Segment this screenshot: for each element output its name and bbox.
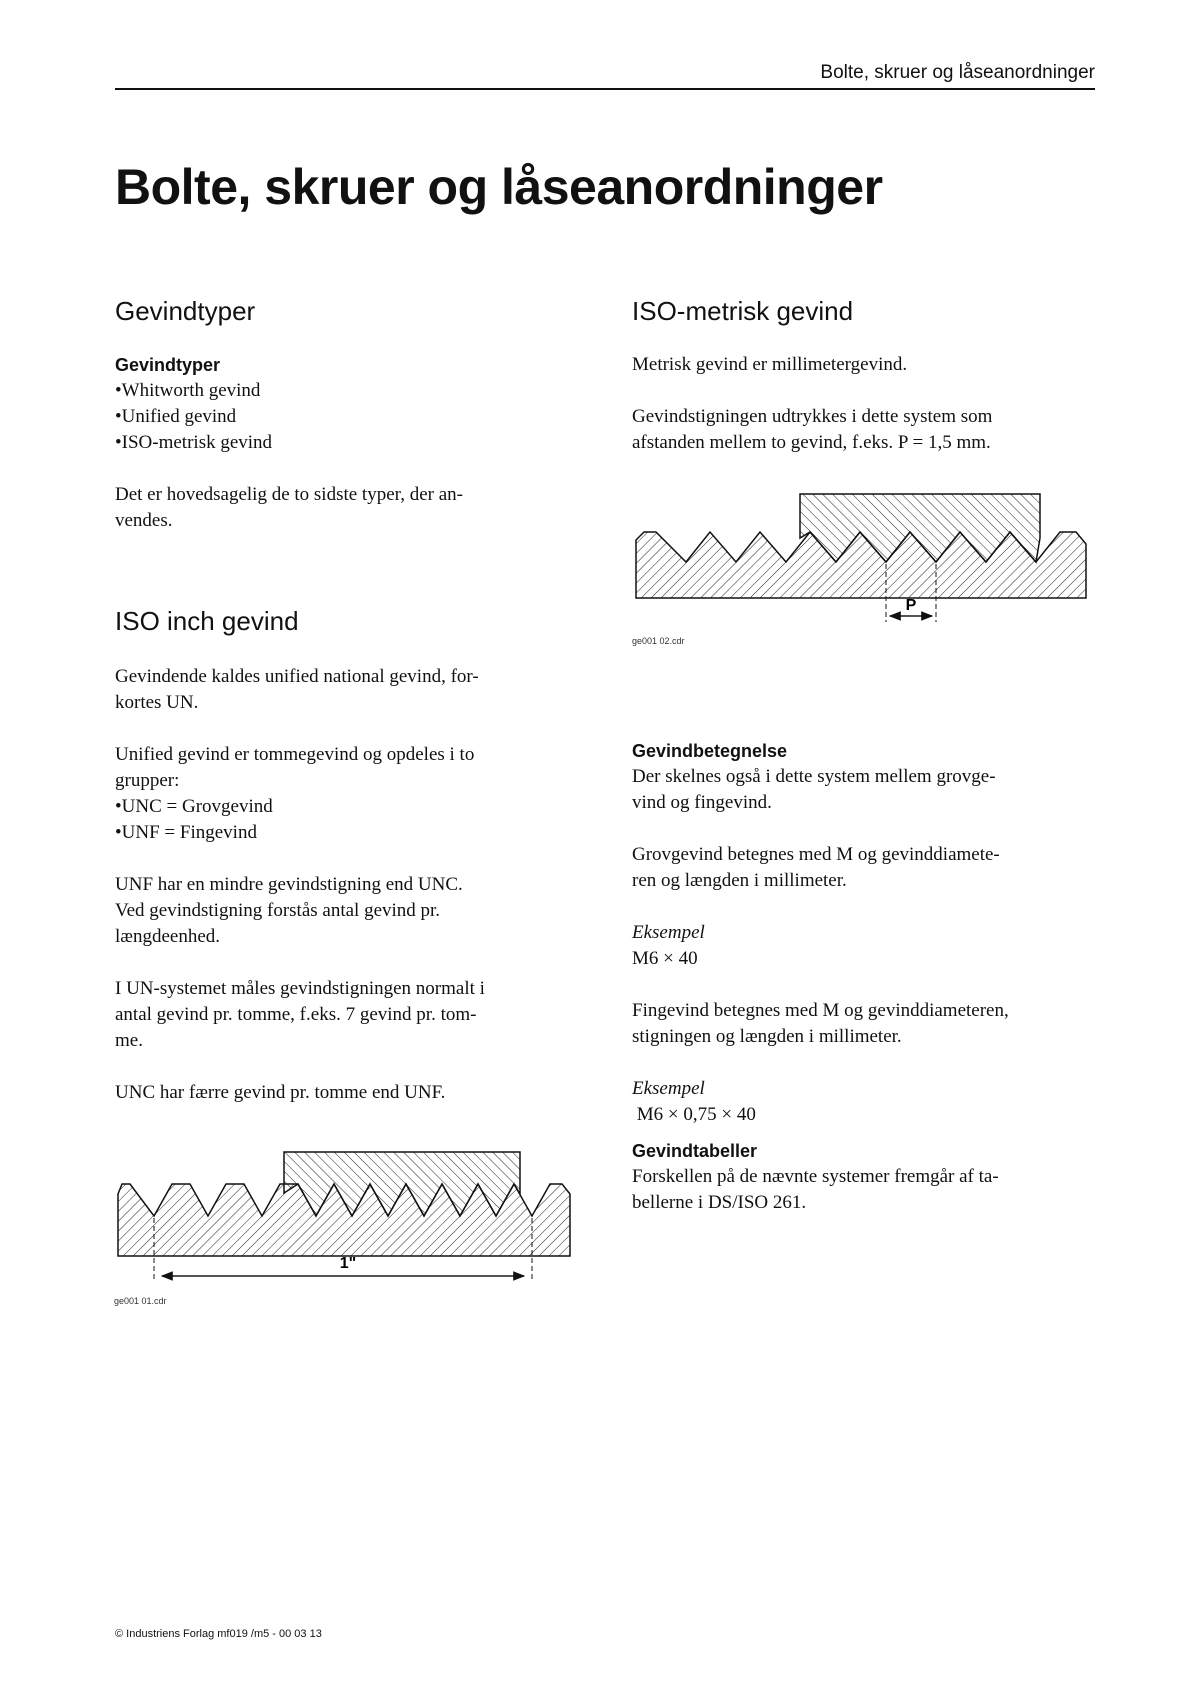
paragraph: UNC har færre gevind pr. tomme end UNF.	[115, 1082, 446, 1103]
subheading-gevindtyper: Gevindtyper	[115, 355, 221, 375]
unified-groups-list	[115, 794, 585, 846]
list-item: • UNF = Fingevind	[115, 820, 585, 846]
section-heading-iso-inch: ISO inch gevind	[115, 606, 299, 636]
thread-types-list	[115, 378, 585, 456]
paragraph: Forskellen på de nævnte systemer fremgår af ta- bellerne i DS/ISO 261.	[632, 1166, 999, 1213]
paragraph: I UN-systemet måles gevindstigningen normalt i antal gevind pr. tomme, f.eks. 7 gevind pr. tom- me.	[115, 978, 485, 1051]
example-value: M6 × 0,75 × 40	[632, 1104, 756, 1125]
subheading-gevindtabeller: Gevindtabeller	[632, 1141, 758, 1161]
metric-thread-figure	[630, 490, 1100, 650]
paragraph: Gevindstigningen udtrykkes i dette system som afstanden mellem to gevind, f.eks. P = 1,5 mm.	[632, 406, 993, 453]
section-heading-iso-metric: ISO-metrisk gevind	[632, 296, 854, 326]
paragraph: Unified gevind er tommegevind og opdeles i to grupper:	[115, 744, 475, 791]
example-value: M6 × 40	[632, 948, 698, 969]
dimension-label: 1"	[339, 1255, 357, 1272]
left-column	[115, 294, 585, 1106]
paragraph: Metrisk gevind er millimetergevind.	[632, 354, 908, 375]
list-item: • UNC = Grovgevind	[115, 794, 585, 820]
example-label: Eksempel	[632, 922, 705, 943]
paragraph: Grovgevind betegnes med M og gevinddiamete- ren og længden i millimeter.	[632, 844, 1000, 891]
paragraph: UNF har en mindre gevindstigning end UNC. Ved gevindstigning forstås antal gevind pr. længdeenhed.	[115, 874, 463, 947]
right-column	[632, 294, 1102, 1216]
bolt-section	[636, 532, 1086, 598]
section-heading-gevindtyper: Gevindtyper	[115, 296, 256, 326]
figure-code: ge001 02.cdr	[632, 636, 685, 646]
list-item: • Unified gevind	[115, 404, 585, 430]
page-title: Bolte, skruer og låseanordninger	[115, 159, 883, 215]
list-item: • Whitworth gevind	[115, 378, 585, 404]
header-rule	[115, 88, 1095, 90]
example-label: Eksempel	[632, 1078, 705, 1099]
paragraph: Fingevind betegnes med M og gevinddiameteren, stigningen og længden i millimeter.	[632, 1000, 1009, 1047]
metric-thread-diagram	[630, 490, 1100, 630]
footer-copyright: © Industriens Forlag mf019 /m5 - 00 03 13	[115, 1628, 322, 1640]
paragraph: Gevindende kaldes unified national gevind, for- kortes UN.	[115, 666, 479, 713]
paragraph: Det er hovedsagelig de to sidste typer, der an- vendes.	[115, 484, 463, 531]
list-item: • ISO-metrisk gevind	[115, 430, 585, 456]
inch-thread-diagram	[112, 1148, 582, 1316]
paragraph: Der skelnes også i dette system mellem grovge- vind og fingevind.	[632, 766, 996, 813]
inch-thread-figure	[112, 1148, 582, 1316]
figure-code: ge001 01.cdr	[114, 1296, 167, 1306]
dimension-label: P	[905, 597, 917, 614]
subheading-gevindbetegnelse: Gevindbetegnelse	[632, 741, 788, 761]
running-header: Bolte, skruer og låseanordninger	[820, 62, 1095, 83]
